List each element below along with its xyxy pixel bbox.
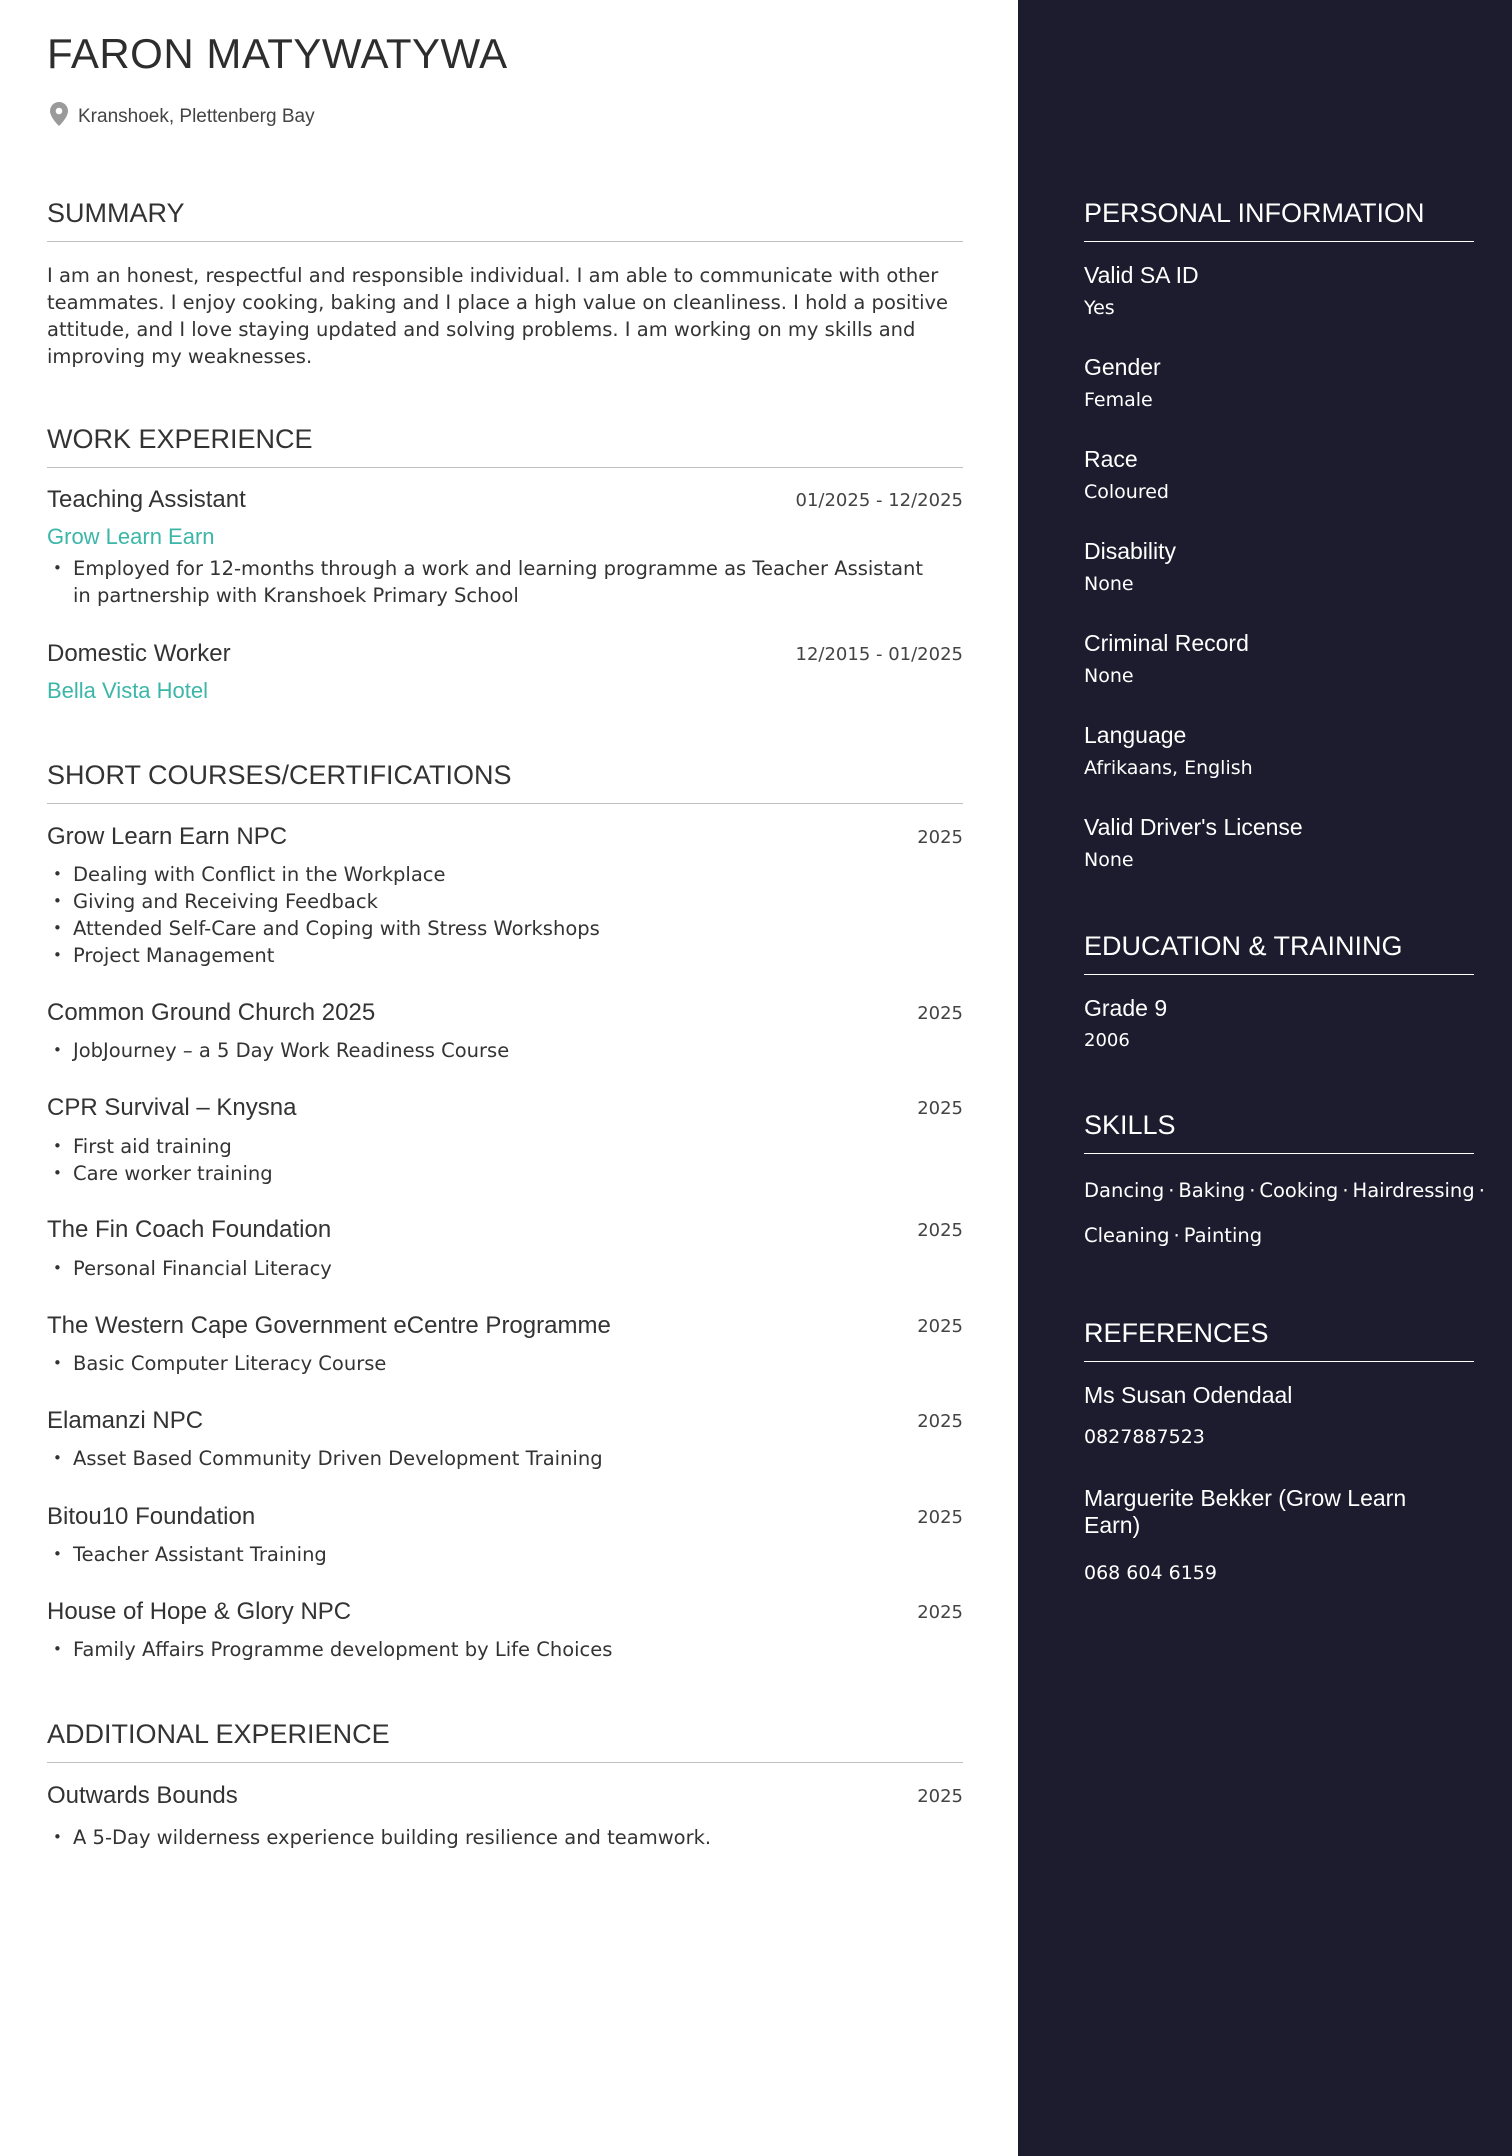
- info-value: Female: [1084, 389, 1153, 411]
- reference-phone: 0827887523: [1084, 1426, 1205, 1448]
- course-name: CPR Survival – Knysna: [47, 1094, 297, 1121]
- course-name: The Fin Coach Foundation: [47, 1216, 332, 1243]
- info-value: None: [1084, 665, 1134, 687]
- course-year: 2025: [917, 1411, 963, 1432]
- info-label: Race: [1084, 446, 1138, 472]
- location: [50, 102, 315, 128]
- skill: Cooking: [1259, 1179, 1339, 1202]
- course-bullet: • First aid training: [47, 1133, 947, 1160]
- additional-experience-heading: ADDITIONAL EXPERIENCE: [47, 1719, 963, 1763]
- info-label: Language: [1084, 722, 1187, 748]
- course-bullet: • Giving and Receiving Feedback: [47, 888, 947, 915]
- summary-text: I am an honest, respectful and responsible individual. I am able to communicate with other teammates. I enjoy cooking, baking and I place a high value on cleanliness. I hold a positive attitude, and I love staying updated and solving problems. I am working on my skills and improving my weaknesses.: [47, 264, 949, 368]
- course-bullet: • Basic Computer Literacy Course: [47, 1350, 947, 1377]
- info-label: Valid SA ID: [1084, 262, 1199, 288]
- course-bullets: [47, 1350, 947, 1377]
- skill: Hairdressing: [1352, 1179, 1475, 1202]
- work-experience-heading: WORK EXPERIENCE: [47, 424, 963, 468]
- job-title: Domestic Worker: [47, 640, 231, 667]
- map-pin-icon: [50, 102, 68, 126]
- experience-bullets: [47, 1824, 947, 1851]
- info-label: Valid Driver's License: [1084, 814, 1303, 840]
- info-value: Coloured: [1084, 481, 1169, 503]
- course-bullets: [47, 1255, 947, 1282]
- references-heading: REFERENCES: [1084, 1318, 1474, 1362]
- info-value: Yes: [1084, 297, 1115, 319]
- skill: Baking: [1178, 1179, 1246, 1202]
- candidate-name: FARON MATYWATYWA: [47, 30, 508, 77]
- course-bullet: • Attended Self-Care and Coping with Stress Workshops: [47, 915, 947, 942]
- course-bullet: • Teacher Assistant Training: [47, 1541, 947, 1568]
- info-label: Criminal Record: [1084, 630, 1249, 656]
- course-bullets: [47, 1037, 947, 1064]
- course-year: 2025: [917, 1316, 963, 1337]
- job-company: Grow Learn Earn: [47, 524, 215, 549]
- summary-heading: SUMMARY: [47, 198, 963, 242]
- course-bullet: • Asset Based Community Driven Development Training: [47, 1445, 947, 1472]
- job-bullets: [47, 555, 947, 609]
- job-company: Bella Vista Hotel: [47, 678, 209, 703]
- course-year: 2025: [917, 1003, 963, 1024]
- location-text: Kranshoek, Plettenberg Bay: [78, 106, 315, 127]
- education-year: 2006: [1084, 1030, 1130, 1051]
- course-bullet: • Dealing with Conflict in the Workplace: [47, 861, 947, 888]
- course-name: The Western Cape Government eCentre Programme: [47, 1312, 611, 1339]
- job-title: Teaching Assistant: [47, 486, 246, 513]
- course-year: 2025: [917, 827, 963, 848]
- course-bullet: • JobJourney – a 5 Day Work Readiness Course: [47, 1037, 947, 1064]
- job-dates: 01/2025 - 12/2025: [795, 490, 963, 511]
- course-year: 2025: [917, 1602, 963, 1623]
- reference-name-line: Marguerite Bekker (Grow Learn: [1084, 1485, 1407, 1511]
- course-bullet: • Project Management: [47, 942, 947, 969]
- course-bullet: • Personal Financial Literacy: [47, 1255, 947, 1282]
- info-label: Disability: [1084, 538, 1177, 564]
- course-bullets: [47, 1445, 947, 1472]
- info-label: Gender: [1084, 354, 1161, 380]
- course-name: Bitou10 Foundation: [47, 1503, 256, 1530]
- personal-info-heading: PERSONAL INFORMATION: [1084, 198, 1474, 242]
- courses-heading: SHORT COURSES/CERTIFICATIONS: [47, 760, 963, 804]
- info-value: Afrikaans, English: [1084, 757, 1253, 779]
- job-dates: 12/2015 - 01/2025: [795, 644, 963, 665]
- course-year: 2025: [917, 1098, 963, 1119]
- sidebar-background: [1018, 0, 1512, 2156]
- course-bullets: [47, 1133, 947, 1187]
- skill: Painting: [1183, 1224, 1263, 1247]
- info-value: None: [1084, 849, 1134, 871]
- course-bullets: [47, 1541, 947, 1568]
- job-bullet: • Employed for 12-months through a work and learning programme as Teacher Assistant in partnership with Kranshoek Primary School: [47, 555, 947, 609]
- course-year: 2025: [917, 1507, 963, 1528]
- experience-name: Outwards Bounds: [47, 1782, 238, 1809]
- info-value: None: [1084, 573, 1134, 595]
- course-name: Grow Learn Earn NPC: [47, 823, 288, 850]
- skill: Cleaning: [1084, 1224, 1170, 1247]
- skill: Dancing: [1084, 1179, 1165, 1202]
- course-bullet: • Care worker training: [47, 1160, 947, 1187]
- experience-year: 2025: [917, 1786, 963, 1807]
- reference-name: Ms Susan Odendaal: [1084, 1382, 1293, 1408]
- education-heading: EDUCATION & TRAINING: [1084, 931, 1474, 975]
- experience-bullet: • A 5-Day wilderness experience building resilience and teamwork.: [47, 1824, 947, 1851]
- course-name: House of Hope & Glory NPC: [47, 1598, 352, 1625]
- reference-name-line: Earn): [1084, 1512, 1141, 1538]
- course-name: Elamanzi NPC: [47, 1407, 204, 1434]
- reference-phone: 068 604 6159: [1084, 1562, 1217, 1584]
- course-bullet: • Family Affairs Programme development by Life Choices: [47, 1636, 947, 1663]
- education-label: Grade 9: [1084, 995, 1168, 1021]
- course-year: 2025: [917, 1220, 963, 1241]
- course-name: Common Ground Church 2025: [47, 999, 376, 1026]
- reference-name: [1084, 1485, 1406, 1539]
- skills-list: Dancing · Baking · Cooking · Hairdressing · Cleaning · Painting: [1084, 1179, 1485, 1247]
- course-bullets: [47, 1636, 947, 1663]
- skills-heading: SKILLS: [1084, 1110, 1474, 1154]
- course-bullets: [47, 861, 947, 969]
